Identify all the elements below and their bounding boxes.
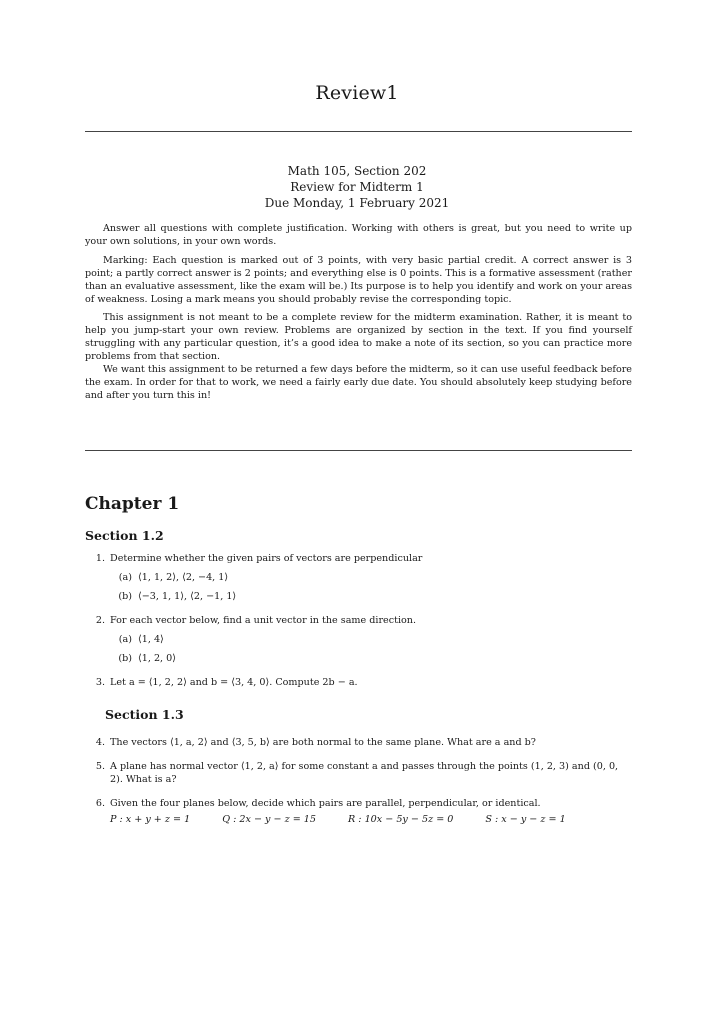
question-item <box>85 736 632 749</box>
section-heading: Section 1.3 <box>105 707 184 722</box>
question-text: Determine whether the given pairs of vectors are perpendicular <box>110 553 423 564</box>
part-text: ⟨1, 1, 2⟩, ⟨2, −4, 1⟩ <box>138 572 229 583</box>
plane-equation-r: R : 10x − 5y − 5z = 0 <box>348 814 454 825</box>
plane-equation-q: Q : 2x − y − z = 15 <box>222 814 317 825</box>
part-label: (a) <box>118 634 132 645</box>
question-item <box>85 552 632 565</box>
course-line: Math 105, Section 202 <box>287 164 427 178</box>
question-item <box>85 676 632 689</box>
part-text: ⟨1, 4⟩ <box>138 634 164 645</box>
document-title: Review1 <box>315 82 399 104</box>
bottom-divider <box>85 450 632 451</box>
part-text: ⟨1, 2, 0⟩ <box>138 653 176 664</box>
question-part <box>85 590 632 603</box>
question-number: 6. <box>95 798 105 809</box>
section-heading: Section 1.2 <box>85 528 164 543</box>
plane-equation-s: S : x − y − z = 1 <box>485 814 566 825</box>
question-text: Given the four planes below, decide which pairs are parallel, perpendicular, or identical. <box>110 798 541 809</box>
due-date-paragraph: We want this assignment to be returned a few days before the midterm, so it can use useful feedback before the exam. In order for that to work, we need a fairly early due date. You should absolutely keep studying before and after you turn this in! <box>85 364 632 401</box>
instructions <box>85 222 632 408</box>
chapter-heading: Chapter 1 <box>85 494 180 514</box>
question-number: 2. <box>95 615 105 626</box>
scope-paragraph: This assignment is not meant to be a complete review for the midterm examination. Rather, it is meant to help you jump-start your own review. Problems are organized by section in the text. If you find yourself struggling with any particular question, it’s a good idea to make a note of its section, so you can practice more problems from that section. <box>85 312 632 362</box>
question-number: 5. <box>95 761 105 772</box>
question-number: 4. <box>95 737 105 748</box>
question-text: For each vector below, find a unit vector in the same direction. <box>110 615 417 626</box>
question-text: A plane has normal vector ⟨1, 2, a⟩ for some constant a and passes through the points (1, 2, 3) and (0, 0, 2). What is a? <box>110 761 619 785</box>
marking-paragraph: Marking: Each question is marked out of 3 points, with very basic partial credit. A correct answer is 3 point; a partly correct answer is 2 points; and everything else is 0 points. This is a formative assessment (rather than an evaluative assessment, like the exam will be.) Its purpose is to help you identify and work on your areas of weakness. Losing a mark means you should probably revise the corresponding topic. <box>85 254 632 305</box>
course-header <box>0 163 714 211</box>
part-label: (b) <box>118 591 132 602</box>
question-item <box>85 797 632 810</box>
question-number: 1. <box>95 553 105 564</box>
question-part <box>85 652 632 665</box>
question-item <box>85 614 632 627</box>
part-label: (a) <box>118 572 132 583</box>
plane-equations <box>85 813 632 826</box>
due-date-line: Due Monday, 1 February 2021 <box>264 196 450 210</box>
part-text: ⟨−3, 1, 1⟩, ⟨2, −1, 1⟩ <box>138 591 237 602</box>
question-list <box>85 552 632 689</box>
plane-equation-p: P : x + y + z = 1 <box>110 814 191 825</box>
question-list <box>85 736 632 826</box>
question-part <box>85 633 632 646</box>
question-text: Let a = ⟨1, 2, 2⟩ and b = ⟨3, 4, 0⟩. Compute 2b − a. <box>110 677 358 688</box>
part-label: (b) <box>118 653 132 664</box>
question-item <box>85 760 632 786</box>
question-part <box>85 571 632 584</box>
top-divider <box>85 131 632 132</box>
instructions-paragraph: Answer all questions with complete justification. Working with others is great, but you need to write up your own solutions, in your own words. <box>85 223 632 247</box>
question-text: The vectors ⟨1, a, 2⟩ and ⟨3, 5, b⟩ are both normal to the same plane. What are a and b? <box>110 737 536 748</box>
question-number: 3. <box>95 677 105 688</box>
review-line: Review for Midterm 1 <box>290 180 424 194</box>
